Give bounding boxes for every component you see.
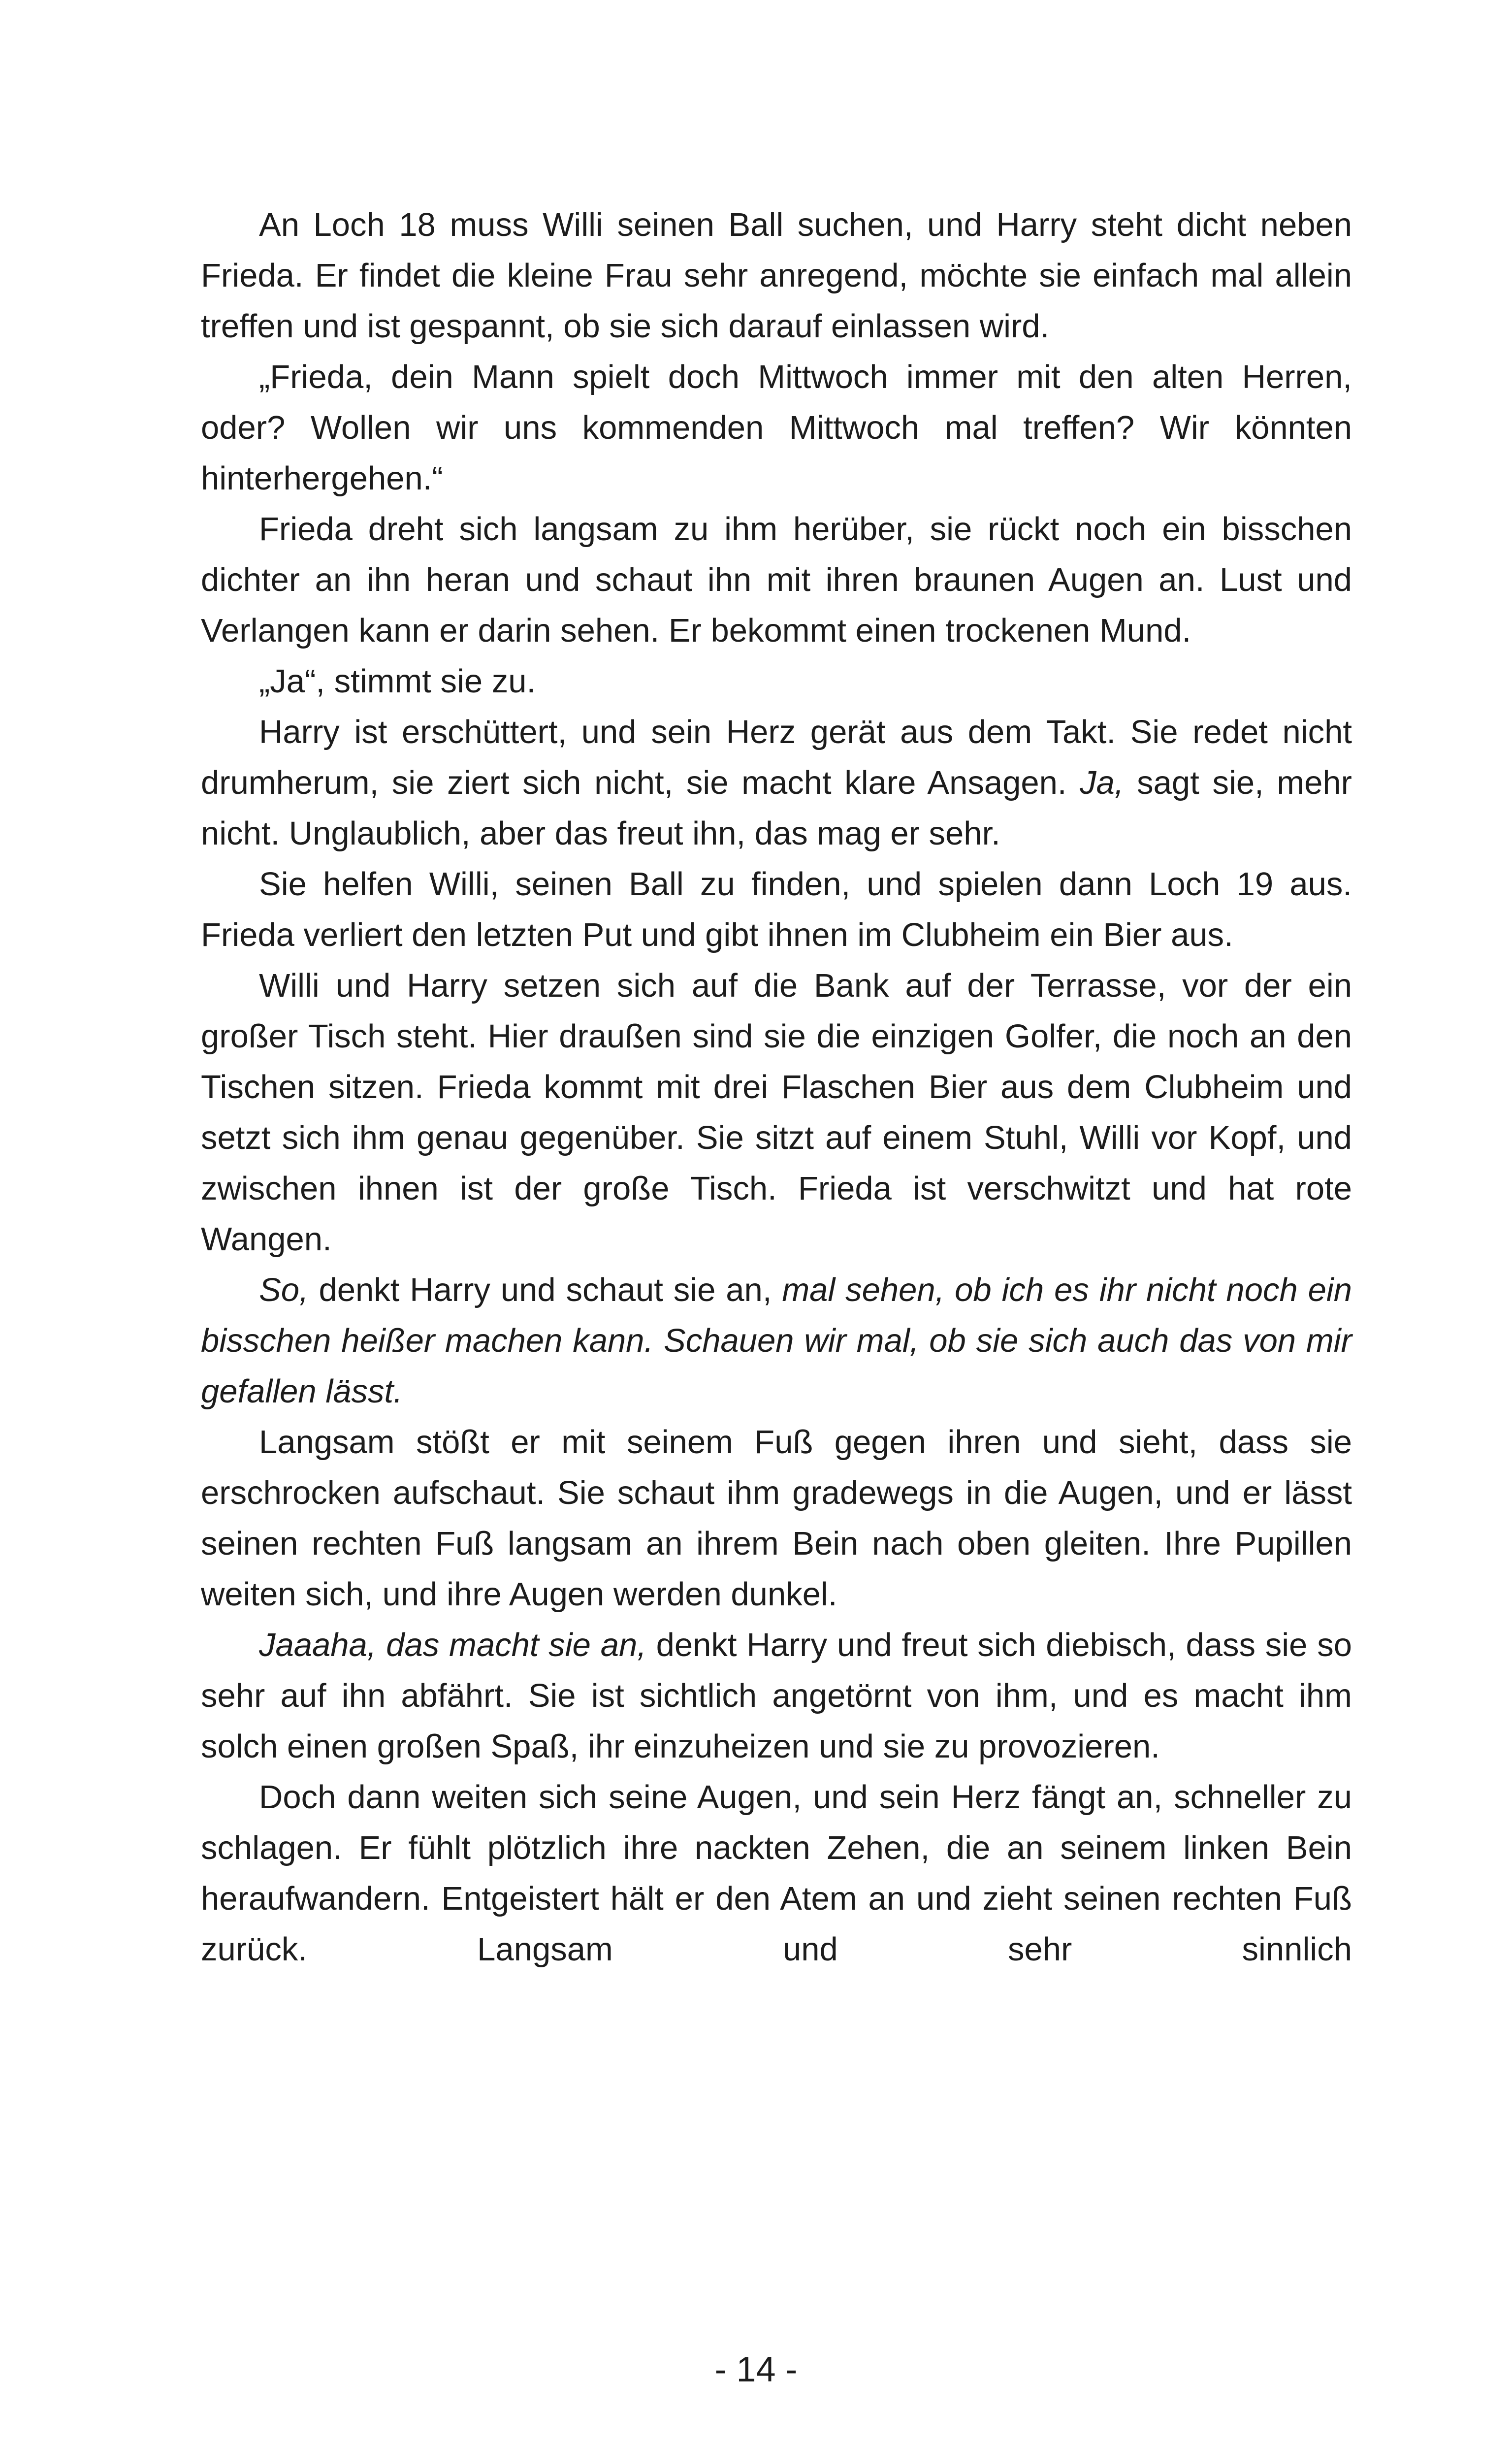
paragraph bbox=[201, 1772, 1352, 1975]
text-segment: Langsam stößt er mit seinem Fuß gegen ihren und sieht, dass sie erschrocken aufschaut. Sie schaut ihm gradewegs in die Augen, und er lässt seinen rechten Fuß langsam an ihrem Bein nach oben gleiten. Ihre Pupillen weiten sich, und ihre Augen werden dunkel. bbox=[201, 1424, 1352, 1613]
paragraph bbox=[201, 707, 1352, 859]
paragraph bbox=[201, 1265, 1352, 1417]
text-segment: denkt Harry und freut sich diebisch, dass sie so sehr auf ihn abfährt. Sie ist sichtlich angetörnt von ihm, und es macht ihm solch einen großen Spaß, ihr einzuheizen und sie zu provozieren. bbox=[201, 1627, 1352, 1765]
italic-text-segment: Jaaaha, das macht sie an, bbox=[259, 1627, 646, 1663]
italic-text-segment: mal sehen, ob ich es ihr nicht noch ein bisschen heißer machen kann. Schauen wir mal, ob sie sich auch das von mir gefallen lässt. bbox=[201, 1271, 1352, 1410]
text-segment: Frieda dreht sich langsam zu ihm herüber, sie rückt noch ein bisschen dichter an ihn heran und schaut ihn mit ihren braunen Augen an. Lust und Verlangen kann er darin sehen. Er bekommt einen trockenen Mund. bbox=[201, 511, 1352, 649]
paragraph bbox=[201, 199, 1352, 352]
paragraph bbox=[201, 960, 1352, 1265]
paragraph bbox=[201, 1620, 1352, 1772]
paragraph bbox=[201, 656, 1352, 707]
page-number: - 14 - bbox=[714, 2350, 798, 2389]
text-segment: Willi und Harry setzen sich auf die Bank auf der Terrasse, vor der ein großer Tisch steht. Hier draußen sind sie die einzigen Golfer, die noch an den Tischen sitzen. Frieda kommt mit drei Flaschen Bier aus dem Clubheim und setzt sich ihm genau gegenüber. Sie sitzt auf einem Stuhl, Willi vor Kopf, und zwischen ihnen ist der große Tisch. Frieda ist verschwitzt und hat rote Wangen. bbox=[201, 967, 1352, 1258]
text-segment: An Loch 18 muss Willi seinen Ball suchen, und Harry steht dicht neben Frieda. Er findet die kleine Frau sehr anregend, möchte sie einfach mal allein treffen und ist gespannt, ob sie sich darauf einlassen wird. bbox=[201, 206, 1352, 345]
text-segment: Doch dann weiten sich seine Augen, und sein Herz fängt an, schneller zu schlagen. Er fühlt plötzlich ihre nackten Zehen, die an seinem linken Bein heraufwandern. Entgeistert hält er den Atem an und zieht seinen rechten Fuß zurück. Langsam und sehr sinnlich bbox=[201, 1779, 1352, 1968]
text-segment: Harry ist erschüttert, und sein Herz gerät aus dem Takt. Sie redet nicht drumherum, sie ziert sich nicht, sie macht klare Ansagen. bbox=[201, 714, 1352, 801]
paragraph bbox=[201, 1417, 1352, 1620]
italic-text-segment: Ja, bbox=[1080, 764, 1124, 801]
text-segment: Sie helfen Willi, seinen Ball zu finden, und spielen dann Loch 19 aus. Frieda verliert den letzten Put und gibt ihnen im Clubheim ein Bier aus. bbox=[201, 866, 1352, 953]
paragraph bbox=[201, 352, 1352, 504]
italic-text-segment: So, bbox=[259, 1271, 309, 1308]
text-segment: „Ja“, stimmt sie zu. bbox=[259, 663, 536, 700]
body-text bbox=[201, 199, 1352, 1975]
text-segment: sagt sie, mehr nicht. Unglaublich, aber das freut ihn, das mag er sehr. bbox=[201, 764, 1352, 852]
paragraph bbox=[201, 504, 1352, 656]
paragraph bbox=[201, 859, 1352, 960]
text-segment: „Frieda, dein Mann spielt doch Mittwoch immer mit den alten Herren, oder? Wollen wir uns kommenden Mittwoch mal treffen? Wir könnten hinterhergehen.“ bbox=[201, 358, 1352, 497]
text-segment: denkt Harry und schaut sie an, bbox=[308, 1271, 782, 1308]
